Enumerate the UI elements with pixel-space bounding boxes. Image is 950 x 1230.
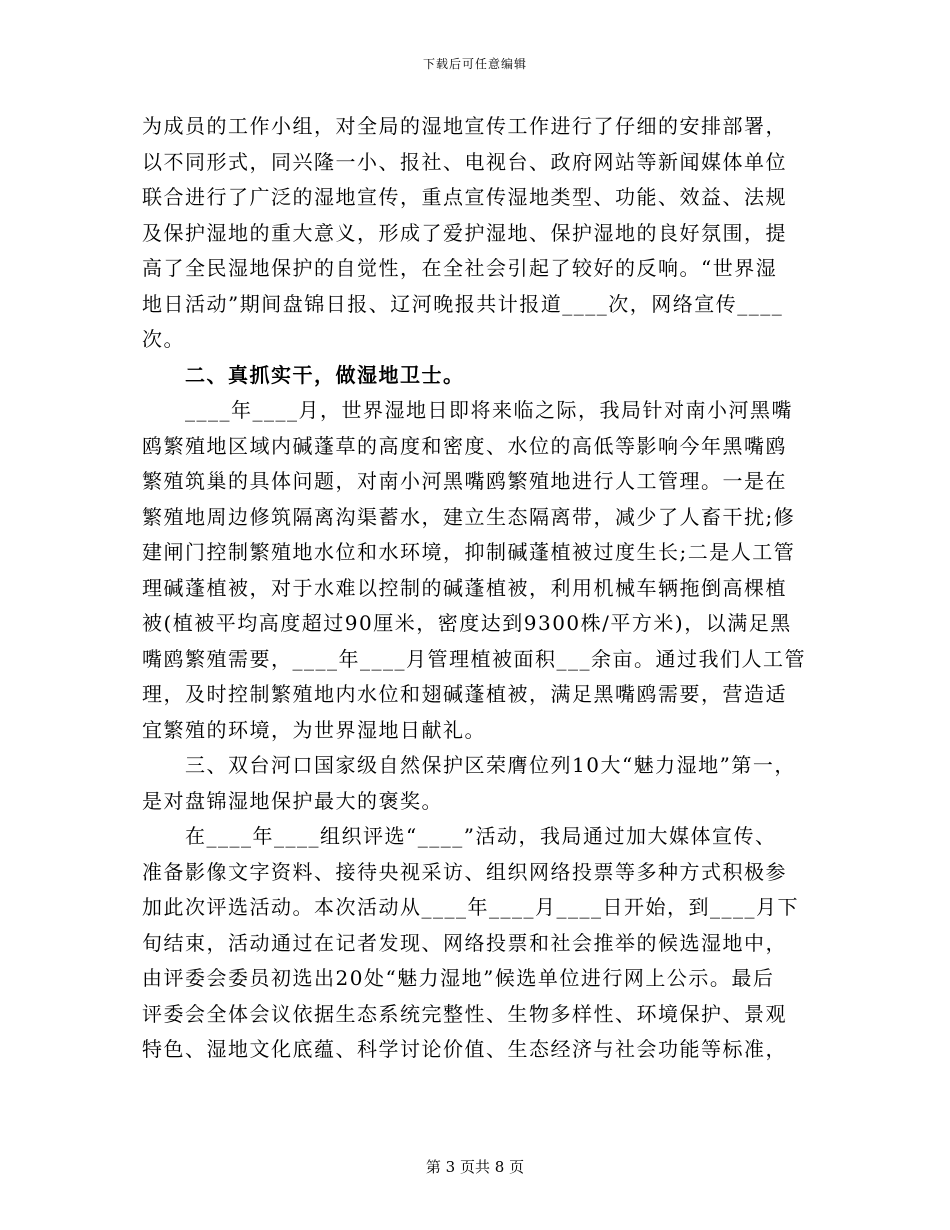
text-line: 宜繁殖的环境，为世界湿地日献礼。 <box>142 717 486 742</box>
text-line: 鸥繁殖地区域内碱蓬草的高度和密度、水位的高低等影响今年黑嘴鸥 <box>142 433 787 458</box>
text-line: 建闸门控制繁殖地水位和水环境，抑制碱蓬植被过度生长;二是人工管 <box>142 540 796 564</box>
text-line: 准备影像文字资料、接待央视采访、组织网络投票等多种方式积极参 <box>142 859 787 884</box>
text-line: 嘴鸥繁殖需要，____年____月管理植被面积___余亩。通过我们人工管 <box>142 646 806 671</box>
section-heading: 二、真抓实干，做湿地卫士。 <box>185 362 465 387</box>
text-line: 特色、湿地文化底蕴、科学讨论价值、生态经济与社会功能等标准， <box>142 1037 787 1061</box>
document-body <box>142 109 808 1068</box>
text-line: 次。 <box>142 327 185 351</box>
text-line: 旬结束，活动通过在记者发现、网络投票和社会推举的候选湿地中， <box>142 930 787 955</box>
page-header: 下载后可任意编辑 <box>422 57 527 71</box>
text-line: 三、双台河口国家级自然保护区荣膺位列10大“魅力湿地”第一， <box>185 753 796 777</box>
text-line: 地日活动”期间盘锦日报、辽河晚报共计报道____次，网络宣传____ <box>142 291 784 316</box>
text-line: 理碱蓬植被，对于水难以控制的碱蓬植被，利用机械车辆拖倒高棵植 <box>142 575 787 600</box>
text-line: 在____年____组织评选“____”活动，我局通过加大媒体宣传、 <box>185 824 777 848</box>
text-line: 加此次评选活动。本次活动从____年____月____日开始，到____月下 <box>142 895 799 919</box>
text-line: 被(植被平均高度超过90厘米，密度达到9300株/平方米)，以满足黑 <box>142 611 792 635</box>
text-line: ____年____月，世界湿地日即将来临之际，我局针对南小河黑嘴 <box>185 398 793 422</box>
text-line: 及保护湿地的重大意义，形成了爱护湿地、保护湿地的良好氛围，提 <box>142 220 787 245</box>
text-line: 由评委会委员初选出20处“魅力湿地”候选单位进行网上公示。最后 <box>142 966 775 990</box>
text-line: 为成员的工作小组，对全局的湿地宣传工作进行了仔细的安排部署， <box>142 114 787 138</box>
text-line: 繁殖筑巢的具体问题，对南小河黑嘴鸥繁殖地进行人工管理。一是在 <box>142 469 787 493</box>
text-line: 理，及时控制繁殖地内水位和翅碱蓬植被，满足黑嘴鸥需要，营造适 <box>142 682 787 706</box>
text-line: 联合进行了广泛的湿地宣传，重点宣传湿地类型、功能、效益、法规 <box>142 185 787 209</box>
text-line: 评委会全体会议依据生态系统完整性、生物多样性、环境保护、景观 <box>142 1001 787 1026</box>
text-line: 繁殖地周边修筑隔离沟渠蓄水，建立生态隔离带，减少了人畜干扰;修 <box>142 504 796 529</box>
text-line: 以不同形式，同兴隆一小、报社、电视台、政府网站等新闻媒体单位 <box>142 149 787 174</box>
text-line: 是对盘锦湿地保护最大的褒奖。 <box>142 788 443 813</box>
text-line: 高了全民湿地保护的自觉性，在全社会引起了较好的反响。“世界湿 <box>142 256 778 280</box>
page-number-footer: 第 3 页共 8 页 <box>425 1158 525 1176</box>
